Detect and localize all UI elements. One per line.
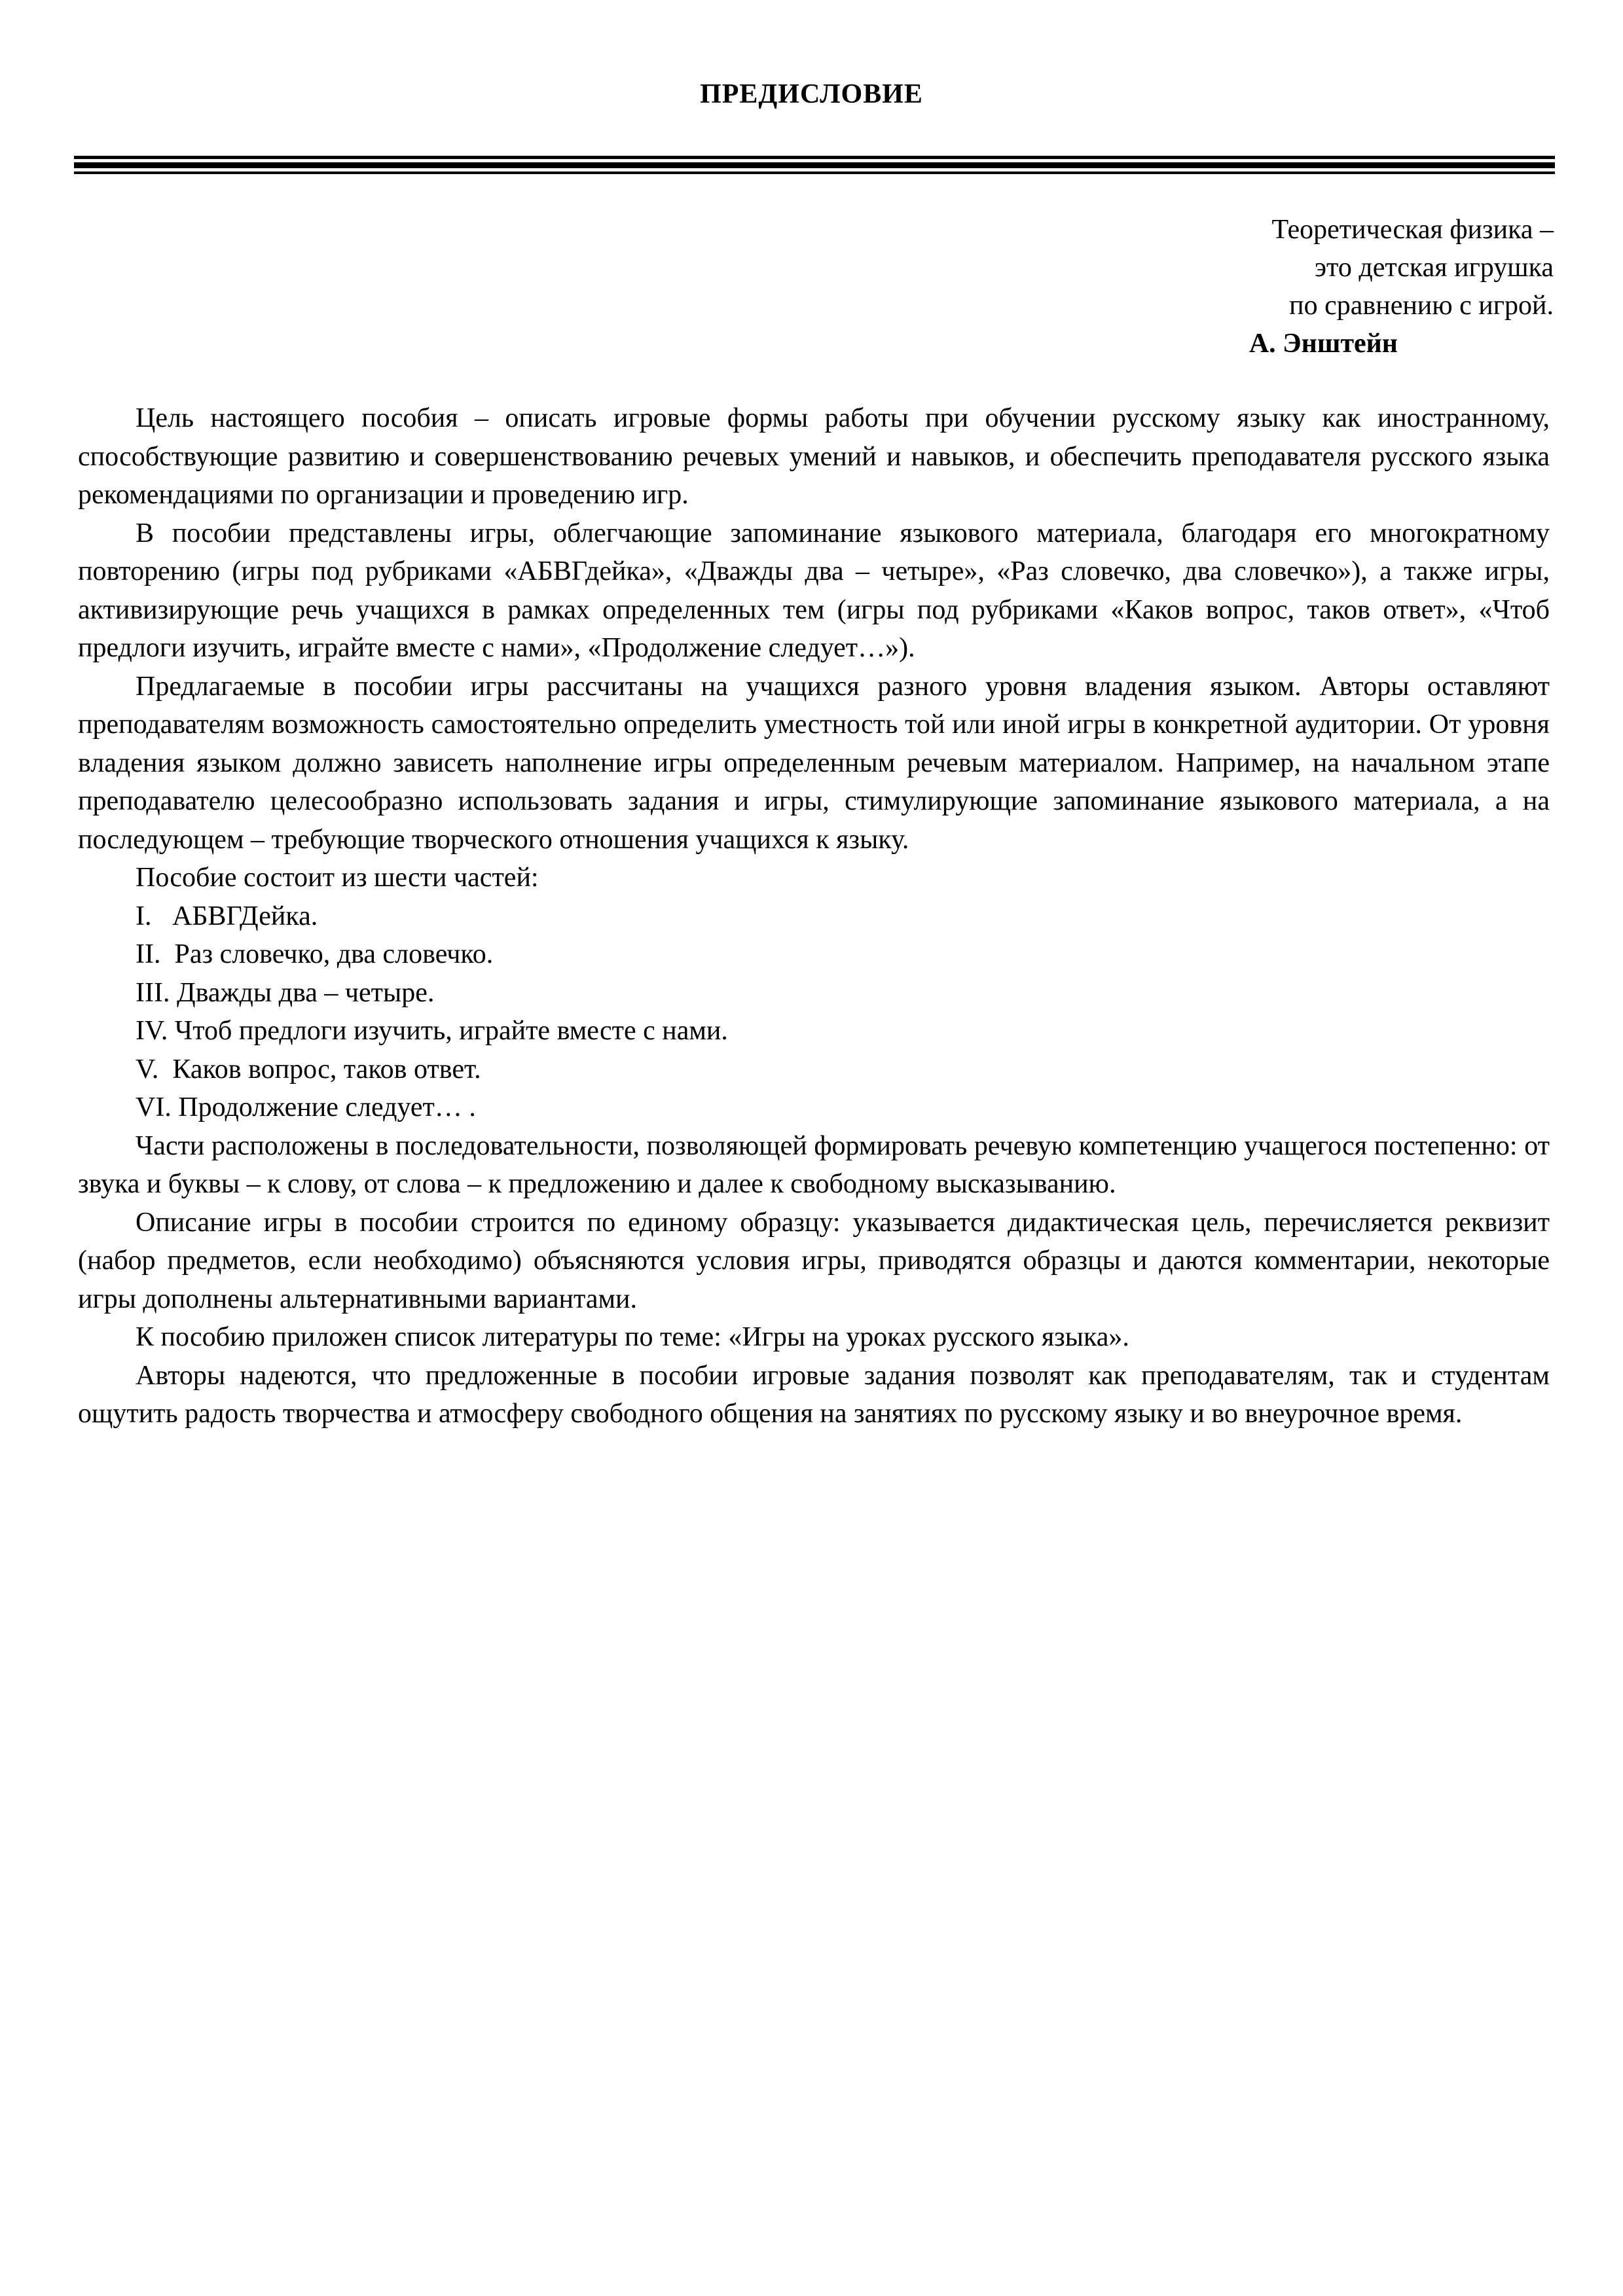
epigraph [964,211,1554,363]
part-list-item: I. АБВГДейка. [136,901,318,931]
header-rule-thin-bottom [74,171,1555,174]
page-title: ПРЕДИСЛОВИЕ [700,79,923,109]
header-rule-thin-top [74,156,1555,159]
epigraph-line: это детская игрушка [1315,253,1554,283]
paragraph-conclusion: Авторы надеются, что предложенные в пособии игровые задания позволят как преподавателям, так и студентам ощутить радость творчества и атмосферу свободного общения на занятиях по русскому языку и во внеурочное время. [78,1360,1550,1429]
paragraph-purpose: Цель настоящего пособия – описать игровые формы работы при обучении русскому языку как иностранному, способствующие развитию и совершенствованию речевых умений и навыков, и обеспечить преподавателя русского языка рекомендациями по организации и проведению игр. [78,403,1550,510]
epigraph-author: А. Энштейн [1249,329,1398,359]
epigraph-line: по сравнению с игрой. [1289,291,1554,321]
epigraph-line: Теоретическая физика – [1271,215,1554,245]
paragraph-sequence: Части расположены в последовательности, позволяющей формировать речевую компетенцию учащегося постепенно: от звука и буквы – к слову, от слова – к предложению и далее к свободному высказыванию. [78,1130,1550,1199]
part-list-item: V. Каков вопрос, таков ответ. [136,1054,481,1085]
part-list-item: IV. Чтоб предлоги изучить, играйте вместе с нами. [136,1016,728,1046]
paragraph-parts-intro: Пособие состоит из шести частей: [136,863,539,893]
part-list-item: II. Раз словечко, два словечко. [136,939,494,969]
paragraph-levels: Предлагаемые в пособии игры рассчитаны на учащихся разного уровня владения языком. Авторы оставляют преподавателям возможность самостоятельно определить уместность той или иной игры в конкретной аудитории. От уровня владения языком должно зависеть наполнение игры определенным речевым материалом. Например, на начальном этапе преподавателю целесообразно использовать задания и игры, стимулирующие запоминание языкового материала, а на последующем – требующие творческого отношения учащихся к языку. [78,671,1550,855]
part-list-item: III. Дважды два – четыре. [136,977,435,1008]
paragraph-bibliography: К пособию приложен список литературы по теме: «Игры на уроках русского языка». [136,1322,1129,1352]
part-list-item: VI. Продолжение следует… . [136,1092,476,1122]
header-rule-thick [74,162,1555,168]
body-text [78,399,1550,1433]
paragraph-game-description: Описание игры в пособии строится по единому образцу: указывается дидактическая цель, перечисляется реквизит (набор предметов, если необходимо) объясняются условия игры, приводятся образцы и даются комментарии, некоторые игры дополнены альтернативными вариантами. [78,1207,1550,1314]
paragraph-contents: В пособии представлены игры, облегчающие запоминание языкового материала, благодаря его многократному повторению (игры под рубриками «АБВГдейка», «Дважды два – четыре», «Раз словечко, два словечко»), а также игры, активизирующие речь учащихся в рамках определенных тем (игры под рубриками «Каков вопрос, таков ответ», «Чтоб предлоги изучить, играйте вместе с нами», «Продолжение следует…»). [78,518,1550,663]
